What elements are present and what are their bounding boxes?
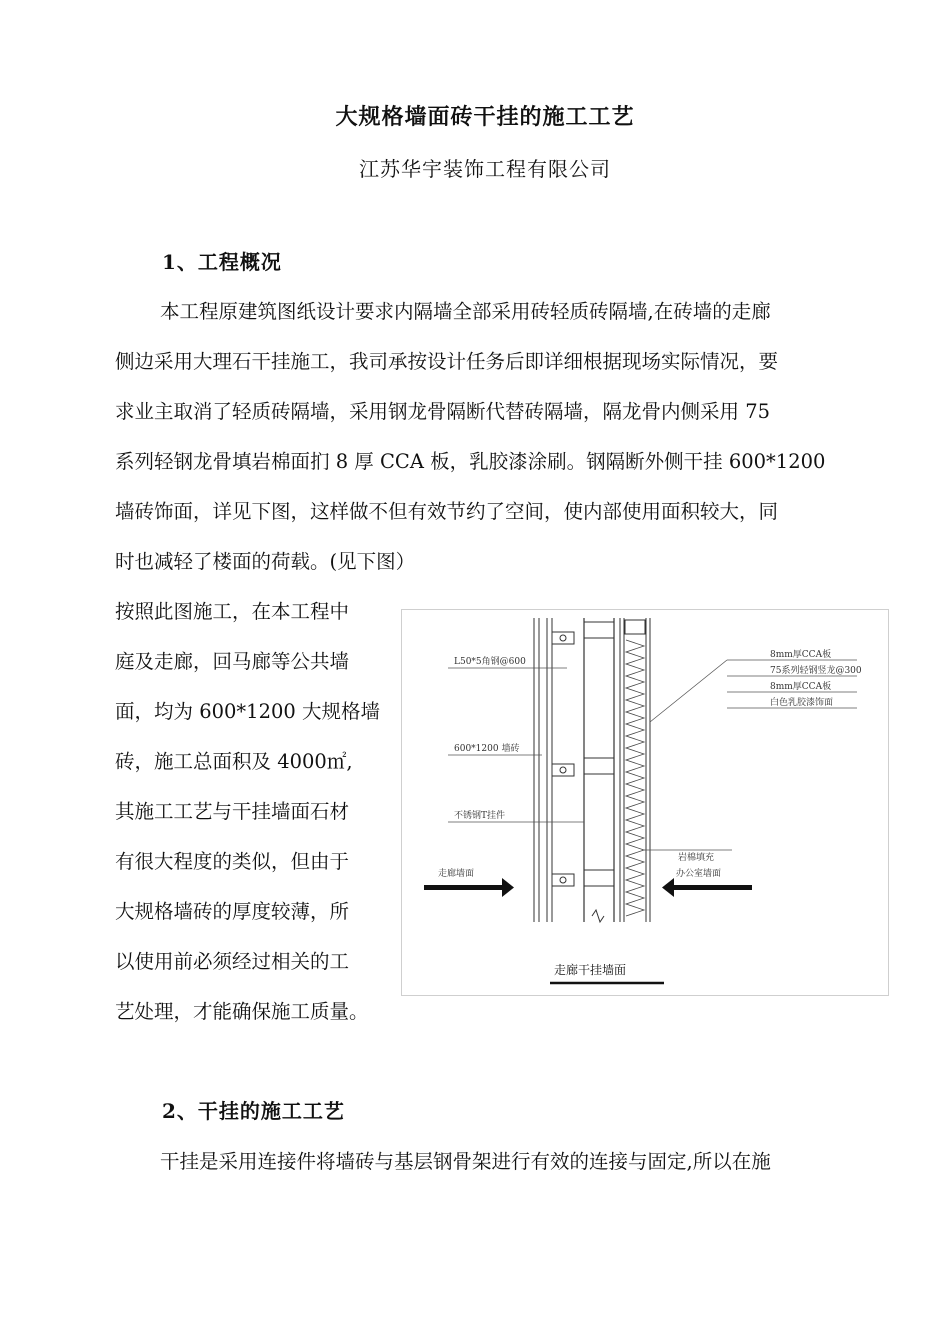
rock-wool-insulation — [626, 640, 644, 916]
label-paint: 白色乳胶漆饰面 — [770, 698, 834, 708]
section-2-heading: 2、干挂的施工工艺 — [162, 1099, 345, 1123]
side-paragraph-line: 砖，施工总面积及 4000㎡, — [115, 750, 353, 773]
paragraph-line: 系列轻钢龙骨填岩棉面扪 8 厚 CCA 板，乳胶漆涂刷。钢隔断外侧干挂 600*1200 — [115, 450, 826, 473]
side-paragraph-line: 有很大程度的类似，但由于 — [115, 850, 350, 873]
side-paragraph-line: 大规格墙砖的厚度较薄，所 — [115, 900, 350, 923]
label-hanger: 不锈钢T挂件 — [454, 811, 506, 821]
figure-caption: 走廊干挂墙面 — [554, 963, 627, 977]
label-tile: 600*1200 墙砖 — [454, 744, 520, 754]
paragraph-line: 时也减轻了楼面的荷载。(见下图） — [115, 550, 416, 573]
arrow-left-icon — [662, 878, 752, 897]
wall-section-drawing — [402, 610, 890, 997]
label-keel: 75系列轻钢竖龙@300 — [770, 666, 862, 676]
hanger-bracket — [552, 764, 574, 776]
hanger-bracket — [552, 632, 574, 644]
label-corridor-wall: 走廊墙面 — [438, 869, 475, 879]
side-paragraph-line: 以使用前必须经过相关的工 — [115, 950, 350, 973]
paragraph-line: 侧边采用大理石干挂施工，我司承按设计任务后即详细根据现场实际情况，要 — [115, 350, 779, 373]
company-name: 江苏华宇装饰工程有限公司 — [359, 157, 611, 181]
paragraph-line: 墙砖饰面，详见下图，这样做不但有效节约了空间，使内部使用面积较大，同 — [115, 500, 779, 523]
side-paragraph-line: 庭及走廊，回马廊等公共墙 — [115, 650, 350, 673]
side-paragraph-line: 面，均为 600*1200 大规格墙 — [115, 700, 380, 723]
label-cca-top: 8mm厚CCA板 — [770, 650, 832, 660]
label-office-wall: 办公室墙面 — [676, 869, 722, 879]
side-paragraph-line: 艺处理，才能确保施工质量。 — [115, 1000, 369, 1023]
label-insulation: 岩棉填充 — [678, 853, 715, 863]
hanger-bracket — [552, 874, 574, 886]
label-angle-steel: L50*5角钢@600 — [454, 657, 526, 667]
side-paragraph-line: 其施工工艺与干挂墙面石材 — [115, 800, 350, 823]
section-1-heading: 1、工程概况 — [162, 250, 282, 274]
paragraph-line: 本工程原建筑图纸设计要求内隔墙全部采用砖轻质砖隔墙,在砖墙的走廊 — [160, 300, 771, 323]
arrow-right-icon — [424, 878, 514, 897]
document-title: 大规格墙面砖干挂的施工工艺 — [335, 104, 635, 130]
wall-section-figure — [401, 609, 889, 996]
paragraph-line: 干挂是采用连接件将墙砖与基层钢骨架进行有效的连接与固定,所以在施 — [160, 1150, 771, 1173]
paragraph-line: 求业主取消了轻质砖隔墙，采用钢龙骨隔断代替砖隔墙，隔龙骨内侧采用 75 — [115, 400, 771, 423]
label-cca-bottom: 8mm厚CCA板 — [770, 682, 832, 692]
side-paragraph-line: 按照此图施工，在本工程中 — [115, 600, 350, 623]
